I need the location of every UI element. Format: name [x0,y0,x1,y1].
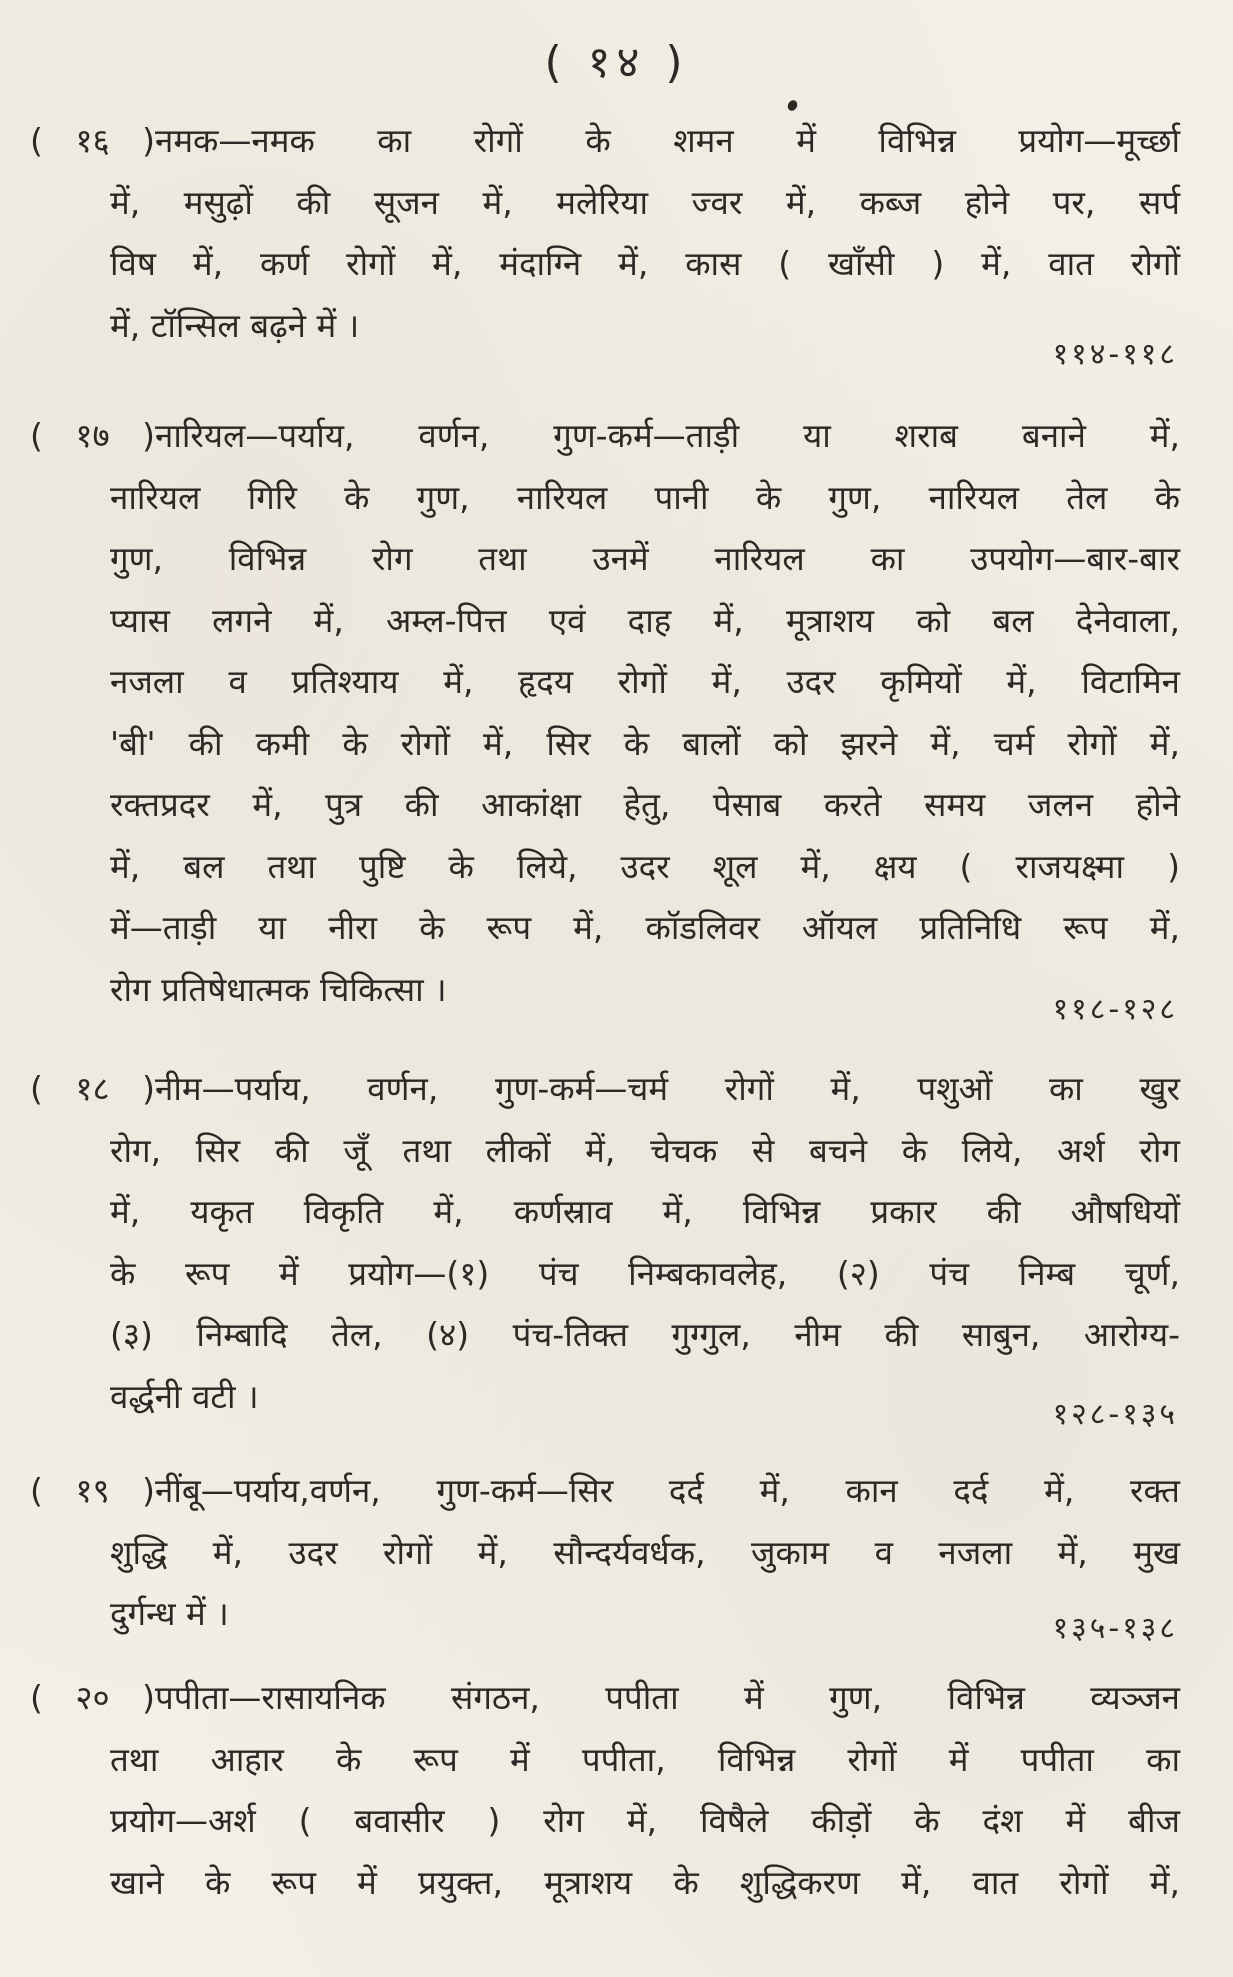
entry-line: नजला व प्रतिश्याय में, हृदय रोगों में, उदर कृमियों में, विटामिन [110,662,1180,701]
entry-line: शुद्धि में, उदर रोगों में, सौन्दर्यवर्धक, जुकाम व नजला में, मुख [110,1532,1180,1572]
entry-number: ( १६ ) [30,121,155,160]
entry-line: गुण, विभिन्न रोग तथा उनमें नारियल का उपयोग—बार-बार [110,539,1180,578]
entry-number: ( १९ ) [30,1471,155,1510]
entry-line: में, टॉन्सिल बढ़ने में । [110,305,360,345]
toc-entry-19 [30,1460,1180,1645]
entry-line: में, बल तथा पुष्टि के लिये, उदर शूल में, क्षय ( राजयक्ष्मा ) [110,846,1180,886]
entry-line: (३) निम्बादि तेल, (४) पंच-तिक्त गुग्गुल, नीम की साबुन, आरोग्य- [110,1315,1180,1354]
entry-line: ( १९ )नींबू—पर्याय,वर्णन, गुण-कर्म—सिर दर्द में, कान दर्द में, रक्त [30,1460,1180,1522]
entry-line: में, यकृत विकृति में, कर्णस्राव में, विभिन्न प्रकार की औषधियों [110,1192,1180,1231]
entry-line: में—ताड़ी या नीरा के रूप में, कॉडलिवर ऑयल प्रतिनिधि रूप में, [110,908,1180,947]
entry-number: ( २० ) [30,1678,155,1717]
toc-entry-20 [30,1667,1180,1913]
toc-entry-17 [30,405,1180,1020]
entry-line: ( १६ )नमक—नमक का रोगों के शमन में विभिन्न प्रयोग—मूर्च्छा [30,110,1180,172]
page-range: ११८-१२८ [1052,992,1178,1027]
entry-line: रक्तप्रदर में, पुत्र की आकांक्षा हेतु, पेसाब करते समय जलन होने [110,785,1180,824]
entry-line: वर्द्धनी वटी । [110,1376,259,1416]
entry-line: प्रयोग—अर्श ( बवासीर ) रोग में, विषैले कीड़ों के दंश में बीज [110,1801,1180,1840]
entry-line: विष में, कर्ण रोगों में, मंदाग्नि में, कास ( खाँसी ) में, वात रोगों [110,244,1180,283]
entry-line: दुर्गन्ध में । [110,1594,229,1633]
entry-line: में, मसुढ़ों की सूजन में, मलेरिया ज्वर में, कब्ज होने पर, सर्प [110,182,1180,222]
toc-entry-18 [30,1058,1180,1427]
entry-line: ( २० )पपीता—रासायनिक संगठन, पपीता में गुण, विभिन्न व्यञ्जन [30,1667,1180,1729]
page-range: १३५-१३८ [1052,1611,1178,1646]
entry-line: तथा आहार के रूप में पपीता, विभिन्न रोगों में पपीता का [110,1739,1180,1779]
entry-number: ( १८ ) [30,1069,155,1108]
page-range: ११४-११८ [1052,337,1178,372]
entry-line: के रूप में प्रयोग—(१) पंच निम्बकावलेह, (२) पंच निम्ब चूर्ण, [110,1253,1180,1293]
entry-line: ( १८ )नीम—पर्याय, वर्णन, गुण-कर्म—चर्म रोगों में, पशुओं का खुर [30,1058,1180,1120]
page-range: १२८-१३५ [1052,1397,1178,1432]
entry-line: ( १७ )नारियल—पर्याय, वर्णन, गुण-कर्म—ताड़ी या शराब बनाने में, [30,405,1180,467]
entry-line: खाने के रूप में प्रयुक्त, मूत्राशय के शुद्धिकरण में, वात रोगों में, [110,1862,1180,1902]
entry-line: रोग, सिर की जूँ तथा लीकों में, चेचक से बचने के लिये, अर्श रोग [110,1130,1180,1170]
toc-entry-16 [30,110,1180,356]
entry-line: प्यास लगने में, अम्ल-पित्त एवं दाह में, मूत्राशय को बल देनेवाला, [110,600,1180,640]
entry-line: नारियल गिरि के गुण, नारियल पानी के गुण, नारियल तेल के [110,477,1180,517]
entry-line: रोग प्रतिषेधात्मक चिकित्सा । [110,969,447,1009]
entry-line: 'बी' की कमी के रोगों में, सिर के बालों को झरने में, चर्म रोगों में, [110,723,1180,763]
entry-number: ( १७ ) [30,416,155,455]
page-number: ( १४ ) [544,37,689,88]
